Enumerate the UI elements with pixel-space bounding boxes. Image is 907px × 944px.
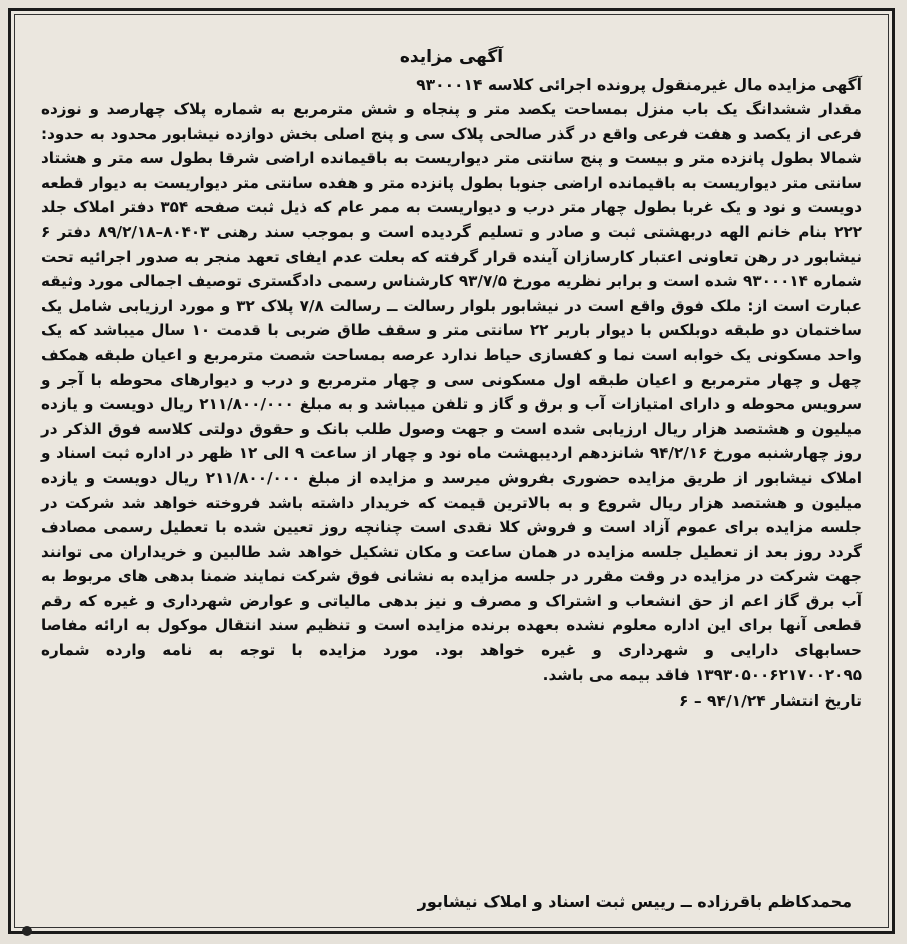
notice-body: مقدار ششدانگ یک باب منزل بمساحت یکصد متر و پنجاه و شش مترمربع به شماره پلاک چهارصد و نوزده فرعی از یکصد و هفت فرعی واقع در گذر صالحی پلاک سی و پنج اصلی بخش دوازده نیشابور محدود به حدود: شمالا بطول پانزده متر و بیست و پنج سانتی متر دیواریست به باقیمانده اراضی شرقا بطول سه متر و هشتاد سانتی متر دیواریست به باقیمانده اراضی جنوبا بطول پانزده متر و هفده سانتی متر دیواریست به دیوار قطعه دویست و نود و یک غربا بطول چهار متر درب و دیواریست به ممر عام که ذیل ثبت صفحه ۳۵۴ دفتر املاک جلد ۲۲۲ بنام خانم الهه دربهشتی ثبت و صادر و تسلیم گردیده است و بموجب سند رهنی ۸۰۴۰۳–۸۹/۲/۱۸ دفتر ۶ نیشابور در رهن تعاونی اعتبار کارسازان آینده قرار گرفته که بعلت عدم ایفای تعهد منجر به صدور اجرائیه تحت شماره ۹۳۰۰۰۱۴ شده است و برابر نظریه مورخ ۹۳/۷/۵ کارشناس رسمی دادگستری توصیف اجمالی مورد وثیقه عبارت است از: ملک فوق واقع است در نیشابور بلوار رسالت ــ رسالت ۷/۸ پلاک ۳۲ و مورد ارزیابی شامل یک ساختمان دو طبقه دوبلکس با دیوار باربر ۲۲ سانتی متر و سقف طاق ضربی با قدمت ۱۰ سال میباشد که یک واحد مسکونی یک خوابه است نما و کفسازی حیاط ندارد عرصه بمساحت شصت مترمربع و اعیان طبقه همکف چهل و چهار مترمربع و اعیان طبقه اول مسکونی سی و چهار مترمربع و درب و دیوارهای محوطه با آجر و سرویس محوطه و دارای امتیازات آب و برق و گاز و تلفن میباشد و به مبلغ ۲۱۱/۸۰۰/۰۰۰ ریال دویست و یازده میلیون و هشتصد هزار ریال ارزیابی شده است و جهت وصول طلب بانک و حقوق دولتی کلاسه فوق الذکر در روز چهارشنبه مورخ ۹۴/۲/۱۶ شانزدهم اردیبهشت ماه نود و چهار از ساعت ۹ الی ۱۲ ظهر در اداره ثبت اسناد و املاک نیشابور از طریق مزایده حضوری بفروش میرسد و مزایده از مبلغ ۲۱۱/۸۰۰/۰۰۰ ریال دویست و یازده میلیون و هشتصد هزار ریال شروع و به بالاترین قیمت که خریدار داشته باشد فروخته خواهد شد شرکت در جلسه مزایده برای عموم آزاد است و فروش کلا نقدی است چنانچه روز تعیین شده با تعطیل رسمی مصادف گردد روز بعد از تعطیل جلسه مزایده در همان ساعت و مکان تشکیل خواهد شد طالبین و خریداران می توانند جهت شرکت در مزایده در وقت مقرر در جلسه مزایده به نشانی فوق شرکت نمایند ضمنا بدهی های مربوط به آب برق گاز اعم از حق انشعاب و اشتراک و مصرف و نیز بدهی مالیاتی و عوارض شهرداری و غیره که رقم قطعی آنها برای این اداره معلوم نشده بعهده برنده مزایده است و تنظیم سند انتقال موکول به ارائه مفاصا حسابهای دارایی و شهرداری و غیره خواهد بود. مورد مزایده با توجه به نامه وارده شماره ۱۳۹۳۰۵۰۰۶۲۱۷۰۰۲۰۹۵ فاقد بیمه می باشد.	[41, 100, 862, 684]
notice-subtitle: آگهی مزایده مال غیرمنقول پرونده اجرائی کلاسه ۹۳۰۰۰۱۴	[416, 76, 862, 94]
publish-date: تاریخ انتشار ۹۴/۱/۲۴ – ۶	[679, 692, 862, 711]
notice-frame	[8, 8, 895, 934]
notice-content	[41, 47, 862, 713]
signature-line: محمدکاظم باقرزاده ــ رییس ثبت اسناد و املاک نیشابور	[417, 892, 852, 911]
notice-title: آگهی مزایده	[399, 47, 504, 67]
punch-hole-mark	[22, 926, 32, 936]
